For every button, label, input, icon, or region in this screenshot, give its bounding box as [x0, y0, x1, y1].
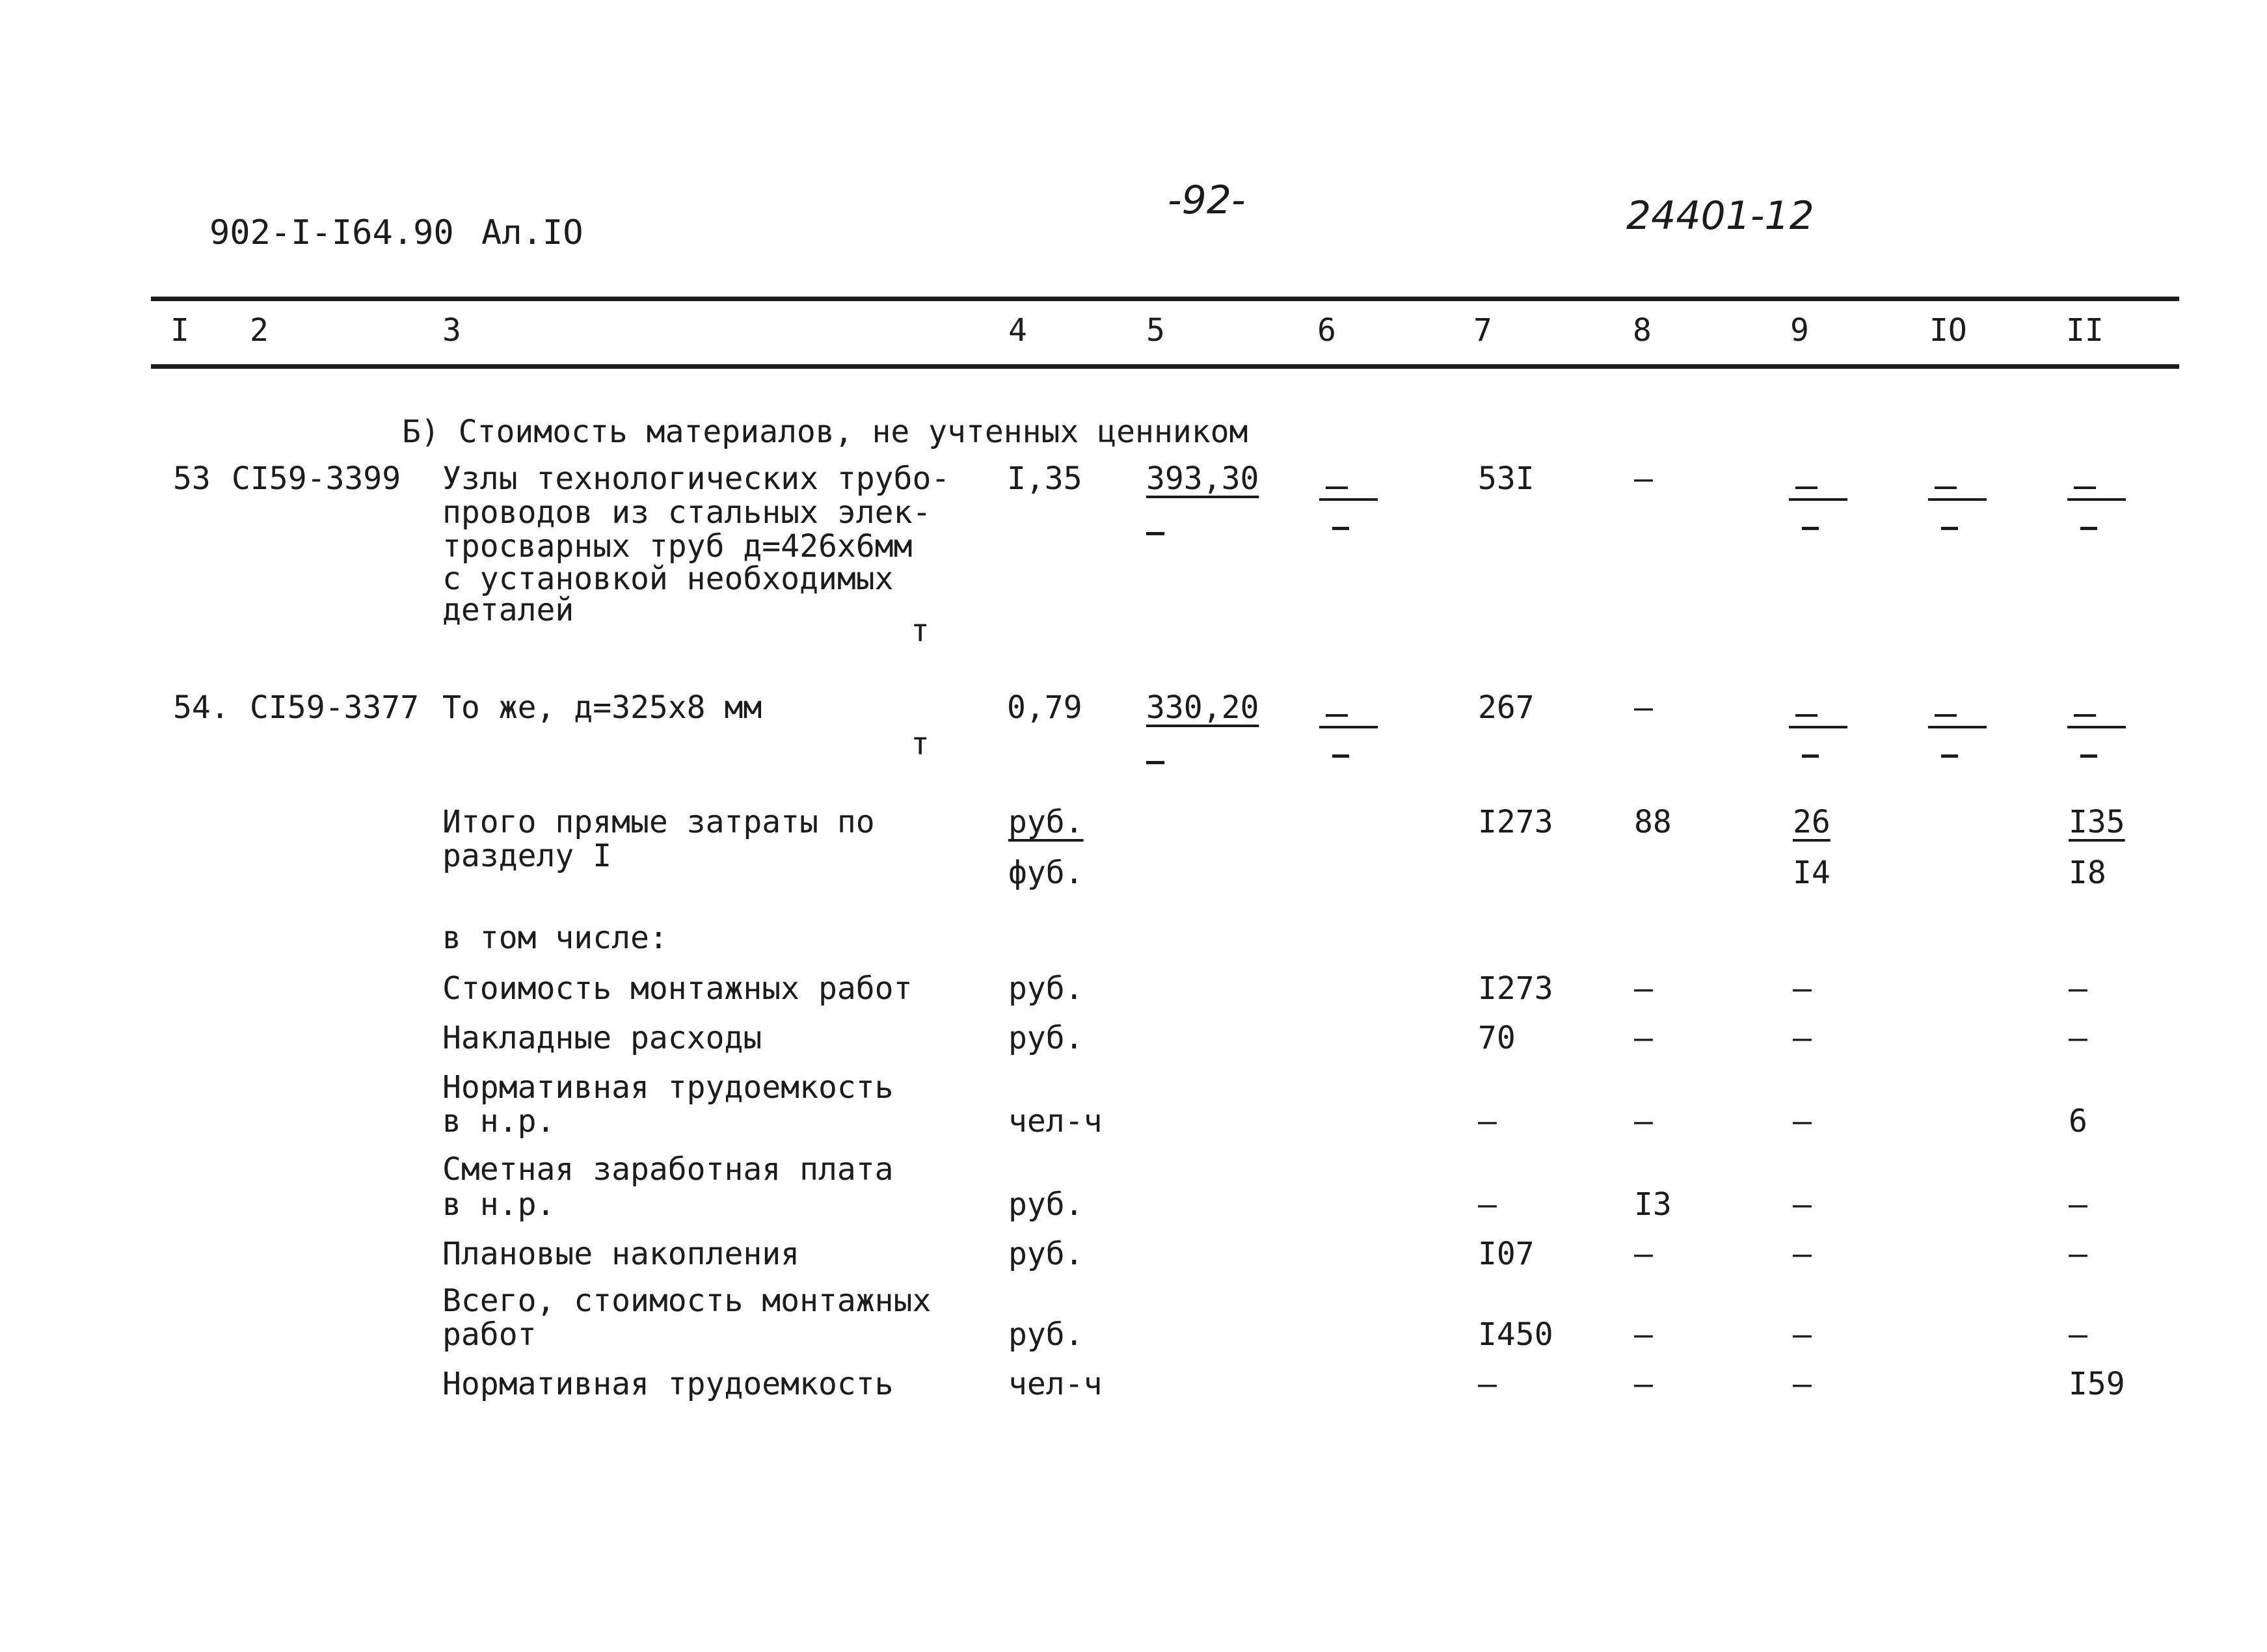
- column-9-value: –: [1793, 1186, 1812, 1223]
- inventory-number: 24401-12: [1626, 193, 1814, 239]
- row-label: Плановые накопления: [442, 1236, 800, 1272]
- column-11-value: I59: [2069, 1366, 2125, 1402]
- column-11-value: –: [2069, 1316, 2087, 1353]
- quantity: I,35: [1007, 460, 1082, 497]
- column-7-value: –: [1478, 1366, 1497, 1402]
- row-label: Сметная заработная плата: [442, 1151, 894, 1188]
- document-code: 902-I-I64.90: [209, 213, 454, 252]
- column-number: 8: [1633, 312, 1652, 349]
- column-8-value: –: [1634, 1020, 1653, 1056]
- column-number: IO: [1929, 312, 1967, 349]
- column-number: 2: [250, 312, 269, 349]
- album-label: Ал.IO: [481, 213, 584, 252]
- column-8-value: –: [1634, 1103, 1653, 1139]
- column-11-value: –: [2069, 1020, 2087, 1056]
- column-7-value: I450: [1478, 1316, 1553, 1353]
- column-7-value: I07: [1478, 1236, 1535, 1272]
- column-8-value: –: [1634, 689, 1653, 726]
- column-8-value: I3: [1634, 1186, 1672, 1223]
- column-9-value: –: [1793, 1366, 1812, 1402]
- item-number: 53: [173, 460, 211, 497]
- column-number: 5: [1146, 312, 1165, 349]
- unit-label: руб.: [1008, 970, 1084, 1007]
- row-label: Нормативная трудоемкость: [442, 1069, 894, 1106]
- unit-label: фуб.: [1008, 855, 1084, 891]
- dash: [1146, 761, 1164, 764]
- summary-label-line: разделу I: [442, 838, 612, 874]
- unit-label: чел-ч: [1008, 1103, 1103, 1139]
- unit-label: т: [911, 726, 930, 762]
- summary-label-line: Итого прямые затраты по: [442, 804, 875, 840]
- row-label: Нормативная трудоемкость: [442, 1366, 894, 1402]
- column-7-value: 70: [1478, 1020, 1516, 1056]
- quantity: 0,79: [1007, 689, 1082, 726]
- column-7-value: I273: [1478, 804, 1553, 840]
- item-description-line: с установкой необходимых: [442, 561, 894, 597]
- table-header-rule: [151, 364, 2179, 369]
- column-number: 3: [442, 312, 461, 349]
- column-8-value: –: [1634, 1236, 1653, 1272]
- column-number: 4: [1008, 312, 1027, 349]
- row-label: в н.р.: [442, 1103, 556, 1139]
- dash: [1146, 532, 1164, 535]
- row-label: Накладные расходы: [442, 1020, 762, 1056]
- column-11-value: 6: [2069, 1103, 2087, 1139]
- column-7-value: –: [1478, 1103, 1497, 1139]
- item-number: 54.: [173, 689, 230, 726]
- unit-label: руб.: [1008, 804, 1084, 840]
- item-description-line: тросварных труб д=426х6мм: [442, 528, 913, 565]
- column-9-value: I4: [1793, 855, 1831, 891]
- column-number: I: [170, 312, 189, 349]
- total-cost: 53I: [1478, 460, 1535, 497]
- column-11-value: –: [2069, 1186, 2087, 1223]
- column-8-value: –: [1634, 460, 1653, 497]
- column-9-value: –: [1793, 1316, 1812, 1353]
- column-7-value: I273: [1478, 970, 1553, 1007]
- row-label: Всего, стоимость монтажных: [442, 1283, 932, 1319]
- page-number: -92-: [1168, 178, 1246, 223]
- column-8-value: –: [1634, 1366, 1653, 1402]
- column-number: 9: [1790, 312, 1809, 349]
- column-11-value: I35: [2069, 804, 2125, 840]
- unit-price: 330,20: [1146, 689, 1259, 726]
- unit-label: руб.: [1008, 1020, 1084, 1056]
- column-8-value: –: [1634, 970, 1653, 1007]
- price-code: CI59-3377: [250, 689, 420, 726]
- column-8-value: –: [1634, 1316, 1653, 1353]
- column-9-value: –: [1793, 1236, 1812, 1272]
- table-top-rule: [151, 297, 2179, 301]
- unit-price: 393,30: [1146, 460, 1259, 497]
- column-11-value: –: [2069, 970, 2087, 1007]
- total-cost: 267: [1478, 689, 1535, 726]
- column-number: 6: [1317, 312, 1336, 349]
- item-description-line: проводов из стальных элек-: [442, 494, 932, 531]
- item-description-line: деталей: [442, 592, 574, 628]
- column-8-value: 88: [1634, 804, 1672, 840]
- column-11-value: I8: [2069, 855, 2106, 891]
- row-label: Стоимость монтажных работ: [442, 970, 913, 1007]
- unit-label: руб.: [1008, 1236, 1084, 1272]
- section-title: Б) Стоимость материалов, не учтенных ценником: [402, 414, 1248, 450]
- item-description-line: Узлы технологических трубо-: [442, 460, 950, 497]
- unit-label: чел-ч: [1008, 1366, 1103, 1402]
- column-11-value: –: [2069, 1236, 2087, 1272]
- unit-label: т: [911, 613, 930, 649]
- including-label: в том числе:: [442, 920, 668, 956]
- row-label: в н.р.: [442, 1186, 556, 1223]
- column-9-value: –: [1793, 1020, 1812, 1056]
- item-description-line: То же, д=325х8 мм: [442, 689, 762, 726]
- column-number: II: [2066, 312, 2104, 349]
- unit-label: руб.: [1008, 1186, 1084, 1223]
- row-label: работ: [442, 1316, 537, 1353]
- column-9-value: –: [1793, 1103, 1812, 1139]
- column-9-value: –: [1793, 970, 1812, 1007]
- price-code: CI59-3399: [232, 460, 401, 497]
- column-9-value: 26: [1793, 804, 1831, 840]
- column-7-value: –: [1478, 1186, 1497, 1223]
- unit-label: руб.: [1008, 1316, 1084, 1353]
- column-number: 7: [1473, 312, 1492, 349]
